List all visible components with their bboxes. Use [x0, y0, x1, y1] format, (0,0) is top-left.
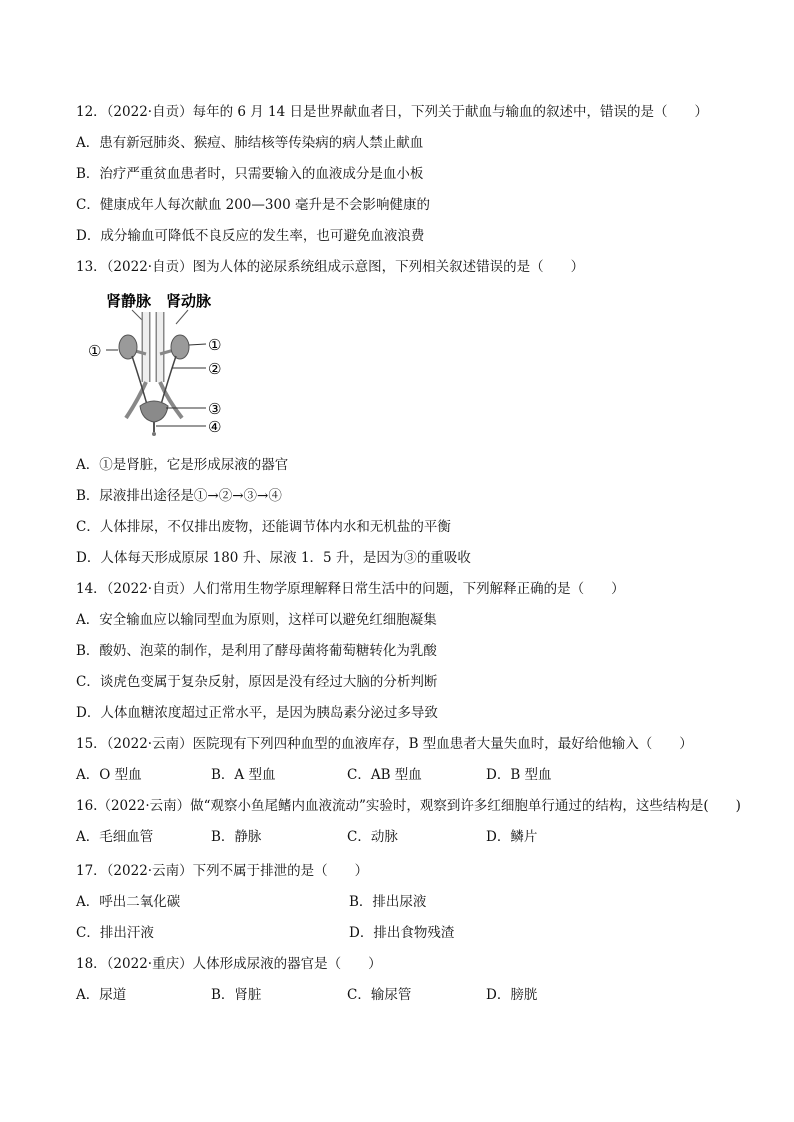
question-13-stem: 13．（2022·自贡）图为人体的泌尿系统组成示意图，下列相关叙述错误的是（ ） — [76, 259, 585, 275]
question-12-option-a[interactable]: A．患有新冠肺炎、猴痘、肺结核等传染病的病人禁止献血 — [76, 135, 424, 151]
figure-marker-1-right: ① — [208, 336, 222, 354]
figure-marker-1-left: ① — [88, 342, 102, 360]
question-14-option-d[interactable]: D．人体血糖浓度超过正常水平，是因为胰岛素分泌过多导致 — [76, 705, 438, 721]
question-16-options — [76, 828, 776, 846]
question-15-option-a[interactable]: A．O 型血 — [76, 767, 142, 783]
urinary-system-figure — [88, 290, 268, 440]
question-18-option-c[interactable]: C．输尿管 — [347, 987, 412, 1003]
question-12-stem: 12．（2022·自贡）每年的 6 月 14 日是世界献血者日，下列关于献血与输血的叙述中，错误的是（ ） — [76, 104, 709, 120]
figure-marker-2: ② — [208, 360, 222, 378]
question-13-option-c[interactable]: C．人体排尿，不仅排出废物，还能调节体内水和无机盐的平衡 — [76, 519, 451, 535]
question-13-option-a[interactable]: A．①是肾脏，它是形成尿液的器官 — [76, 457, 289, 473]
question-18-option-b[interactable]: B．肾脏 — [211, 987, 262, 1003]
question-17-options-row-2 — [76, 924, 776, 942]
question-16-option-c[interactable]: C．动脉 — [347, 829, 398, 845]
right-kidney — [171, 335, 189, 359]
question-15-options — [76, 766, 776, 784]
question-17-option-b[interactable]: B．排出尿液 — [349, 894, 427, 910]
question-15-option-b[interactable]: B．A 型血 — [211, 767, 276, 783]
question-16-option-b[interactable]: B．静脉 — [211, 829, 262, 845]
question-17-option-c[interactable]: C．排出汗液 — [76, 925, 154, 941]
question-17-option-d[interactable]: D．排出食物残渣 — [349, 925, 455, 941]
question-15-option-c[interactable]: C．AB 型血 — [347, 767, 422, 783]
question-17-options-row-1 — [76, 893, 776, 911]
question-12-option-b[interactable]: B．治疗严重贫血患者时，只需要输入的血液成分是血小板 — [76, 166, 424, 182]
question-16-option-a[interactable]: A．毛细血管 — [76, 829, 154, 845]
question-15-option-d[interactable]: D．B 型血 — [486, 767, 552, 783]
question-12-option-d[interactable]: D．成分输血可降低不良反应的发生率，也可避免血液浪费 — [76, 228, 425, 244]
question-13-option-b[interactable]: B．尿液排出途径是①→②→③→④ — [76, 488, 282, 504]
artery-pointer-line — [176, 310, 188, 324]
question-18-options — [76, 986, 776, 1004]
question-14-option-c[interactable]: C．谈虎色变属于复杂反射，原因是没有经过大脑的分析判断 — [76, 674, 438, 690]
question-17-option-a[interactable]: A．呼出二氧化碳 — [76, 894, 181, 910]
question-18-stem: 18．（2022·重庆）人体形成尿液的器官是（ ） — [76, 956, 382, 972]
figure-marker-4: ④ — [208, 418, 222, 436]
question-13-option-d[interactable]: D．人体每天形成原尿 180 升、尿液 1．5 升，是因为③的重吸收 — [76, 550, 471, 566]
bladder — [140, 401, 168, 422]
figure-renal-vein-label: 肾静脉 — [106, 292, 152, 310]
question-14-stem: 14．（2022·自贡）人们常用生物学原理解释日常生活中的问题，下列解释正确的是（ ） — [76, 581, 625, 597]
question-16-stem: 16.（2022·云南）做“观察小鱼尾鳍内血液流动”实验时，观察到许多红细胞单行通过的结构，这些结构是( ) — [76, 798, 741, 814]
question-17-stem: 17．（2022·云南）下列不属于排泄的是（ ） — [76, 863, 369, 879]
question-12-option-c[interactable]: C．健康成年人每次献血 200—300 毫升是不会影响健康的 — [76, 197, 430, 213]
question-18-option-a[interactable]: A．尿道 — [76, 987, 127, 1003]
question-15-stem: 15．（2022·云南）医院现有下列四种血型的血液库存，B 型血患者大量失血时，最好给他输入（ ） — [76, 736, 693, 752]
question-14-option-a[interactable]: A．安全输血应以输同型血为原则，这样可以避免红细胞凝集 — [76, 612, 437, 628]
figure-marker-3: ③ — [208, 400, 222, 418]
left-kidney — [119, 335, 137, 359]
question-18-option-d[interactable]: D．膀胱 — [486, 987, 538, 1003]
question-16-option-d[interactable]: D．鳞片 — [486, 829, 538, 845]
figure-renal-artery-label: 肾动脉 — [166, 292, 212, 310]
question-14-option-b[interactable]: B．酸奶、泡菜的制作，是利用了酵母菌将葡萄糖转化为乳酸 — [76, 643, 437, 659]
